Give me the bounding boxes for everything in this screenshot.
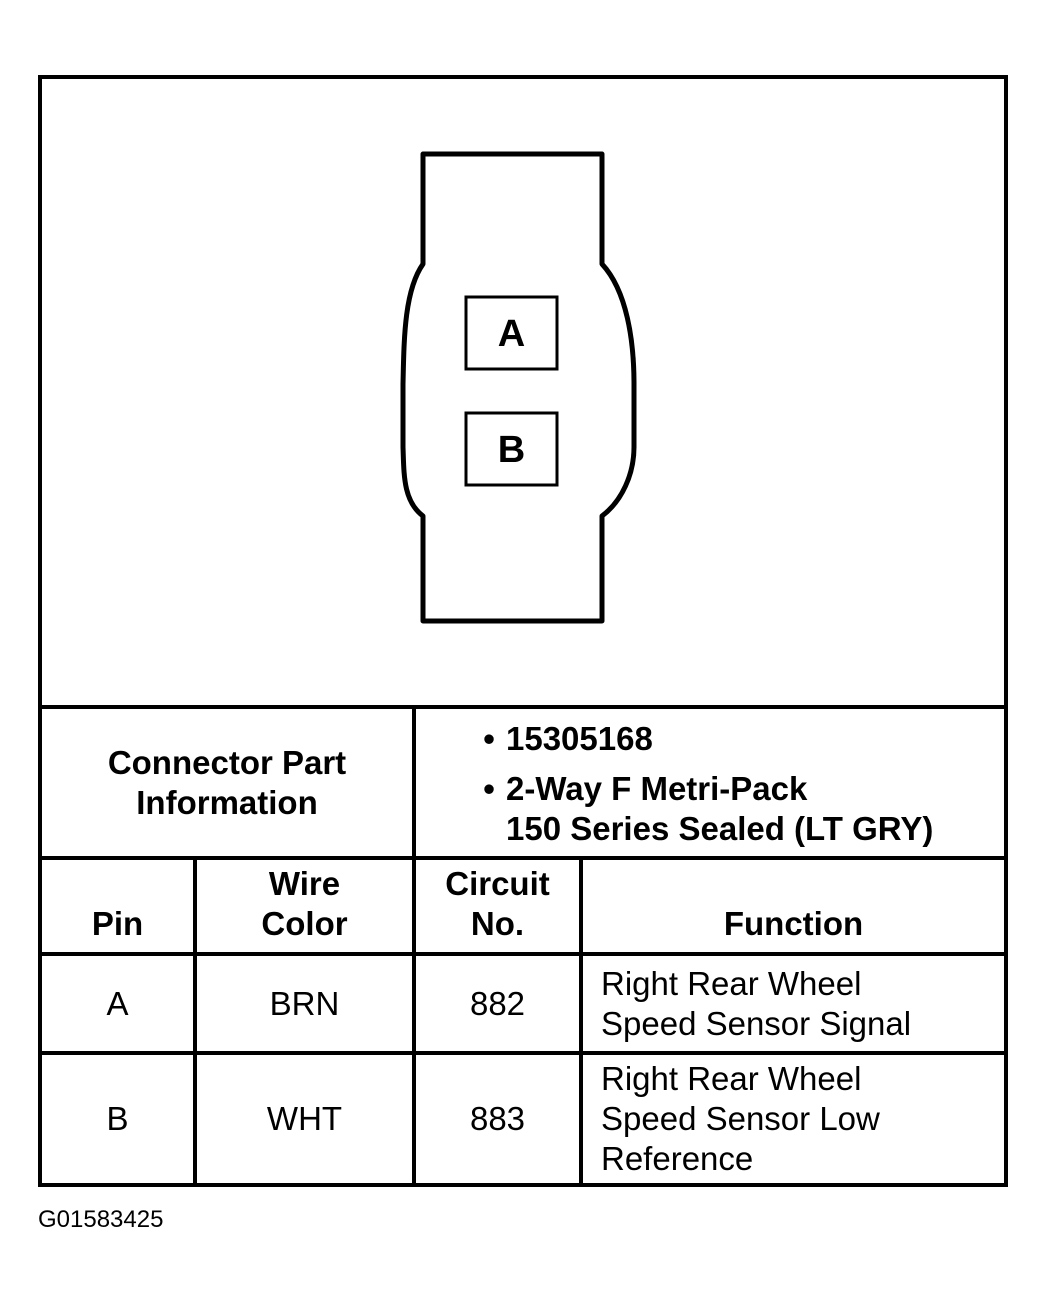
header-pin-text: Pin [91,905,144,942]
header-circuit [416,860,579,952]
header-circuit-line1: Circuit [445,865,550,902]
row-b-circuit: 883 [469,1100,526,1137]
part-description-line2: 150 Series Sealed (LT GRY) [506,810,934,847]
header-function [583,860,1004,952]
table-row-a-wire-color [197,956,412,1051]
row-a-function-line2: Speed Sensor Signal [601,1004,912,1042]
header-pin [42,860,193,952]
part-description-line1: 2-Way F Metri-Pack [506,770,808,807]
table-row-b-function [583,1055,1004,1183]
row-b-function-line3: Reference [601,1140,754,1177]
part-info-details [472,719,1002,856]
row-a-circuit: 882 [469,984,526,1022]
part-info-label-line1: Connector Part [107,743,347,781]
table-row-b-pin [42,1055,193,1183]
header-circuit-line2: No. [470,905,525,942]
row-a-wire-color: BRN [269,984,340,1022]
part-number: 15305168 [506,720,653,757]
header-wire-color-line1: Wire [268,865,341,902]
connector-outline-drawing [42,79,1004,705]
table-row-a-function [583,956,1004,1051]
connector-figure [38,75,1008,1187]
header-wire-color-line2: Color [261,905,348,942]
part-description-item [472,769,1002,849]
bullet-icon: • [483,720,495,757]
pin-a-label: A [497,313,526,355]
part-info-label-line2: Information [136,783,318,821]
bullet-icon: • [483,770,495,807]
pin-b-label: B [497,429,526,471]
row-a-function-line1: Right Rear Wheel [601,964,862,1002]
row-b-wire-color: WHT [266,1100,343,1137]
header-wire-color [197,860,412,952]
row-b-function-line1: Right Rear Wheel [601,1060,862,1097]
row-a-pin: A [106,984,129,1022]
part-info-label [42,709,412,856]
table-row-b-wire-color [197,1055,412,1183]
table-row-a-circuit [416,956,579,1051]
row-b-function-line2: Speed Sensor Low [601,1100,880,1137]
figure-code: G01583425 [38,1206,164,1233]
table-row-a-pin [42,956,193,1051]
part-number-item [472,719,1002,759]
connector-body-outline [403,154,634,621]
table-row-b-circuit [416,1055,579,1183]
row-b-pin: B [106,1100,129,1137]
connector-diagram [42,79,1004,705]
header-function-text: Function [723,905,864,942]
